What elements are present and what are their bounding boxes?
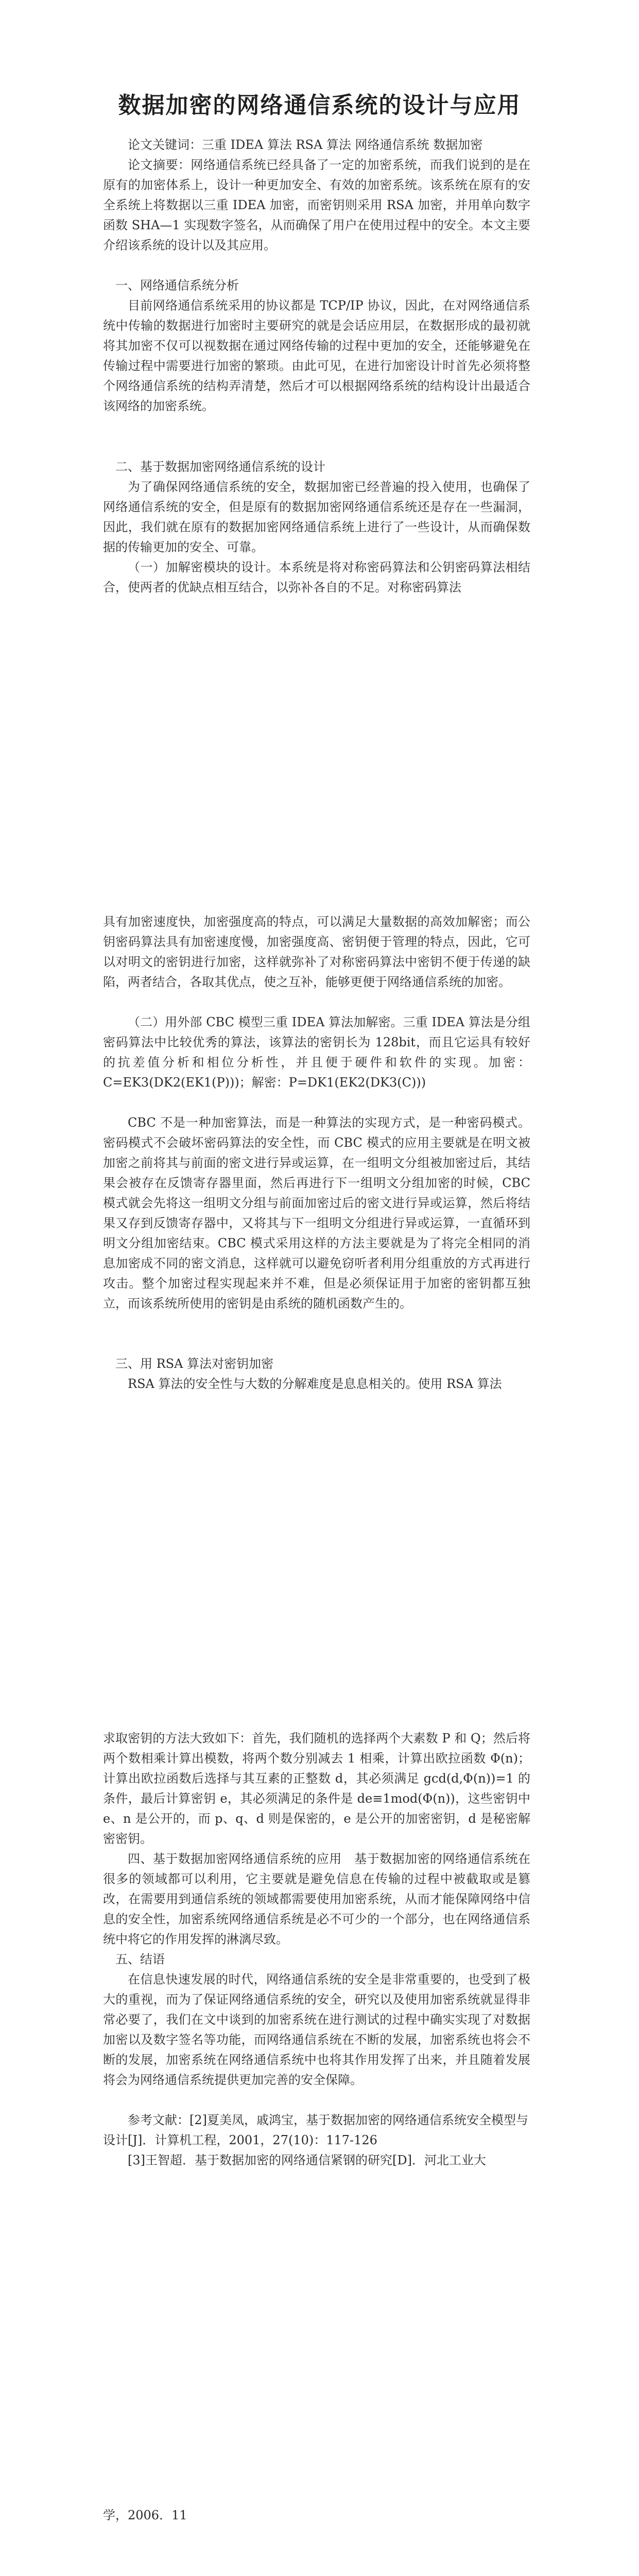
paragraph-4: 具有加密速度快，加密强度高的特点，可以满足大量数据的高效加解密；而公钥密码算法具有加密速度慢，加密强度高、密钥便于管理的特点，因此，它可以对明文的密钥进行加密，这样就弥补了对称密码算法中密钥不便于传递的缺陷，两者结合，各取其优点，使之互补，能够更便于网络通信系统的加密。 — [103, 914, 530, 989]
paragraph-3: （一）加解密模块的设计。本系统是将对称密码算法和公钥密码算法相结合，使两者的优缺点相互结合，以弥补各自的不足。对称密码算法 — [103, 560, 530, 595]
reference-item: 参考文献：[2]夏美凤，戚鸿宝，基于数据加密的网络通信系统安全模型与设计[J]．计算机工程，2001，27(10)：117-126 — [103, 2113, 528, 2147]
paragraph-6: CBC 不是一种加密算法，而是一种算法的实现方式，是一种密码模式。密码模式不会破坏密码算法的安全性，而 CBC 模式的应用主要就是在明文被加密之前将其与前面的密文进行异或运算，在一组明文分组被加密过后，其结果会被存在反馈寄存器里面，然后再进行下一组明文分组加密的时候，CBC 模式就会先将这一组明文分组与前面加密过后的密文进行异或运算，然后将结果又存到反馈寄存器中，又将其与下一组明文分组进行异或运算，一直循环到明文分组加密结束。CBC 模式采用这样的方法主要就是为了将完全相同的消息加密成不同的密文消息，这样就可以避免窃听者利用分组重放的方式再进行攻击。整个加密过程实现起来并不难，但是必须保证用于加密的密钥都互独立，而该系统所使用的密钥是由系统的随机函数产生的。 — [103, 1115, 530, 1311]
section-heading-5: 五、结语 — [115, 1952, 165, 1967]
paragraph-10: 在信息快速发展的时代，网络通信系统的安全是非常重要的，也受到了极大的重视，而为了保证网络通信系统的安全，研究以及使用加密系统就显得非常必要了，我们在文中谈到的加密系统在进行测试的过程中确实实现了对数据加密以及数字签名等功能，而网络通信系统在不断的发展，加密系统也将会不断的发展，加密系统在网络通信系统中也将其作用发挥了出来，并且随着发展将会为网络通信系统提供更加完善的安全保障。 — [103, 1972, 530, 2087]
reference-continuation: 学，2006．11 — [103, 2508, 187, 2522]
paragraph-9: 四、基于数据加密网络通信系统的应用 基于数据加密的网络通信系统在很多的领域都可以利用，它主要就是避免信息在传输的过程中被截取或是篡改，在需要用到通信系统的领域都需要使用加密系统，从而才能保障网络中信息的安全性，加密系统网络通信系统是必不可少的一个部分，也在网络通信系统中将它的作用发挥的淋漓尽致。 — [103, 1852, 530, 1946]
keywords: 论文关键词：三重 IDEA 算法 RSA 算法 网络通信系统 数据加密 — [128, 138, 483, 152]
paragraph-1: 目前网络通信系统采用的协议都是 TCP/IP 协议，因此，在对网络通信系统中传输的数据进行加密时主要研究的就是会话应用层，在数据形成的最初就将其加密不仅可以视数据在通过网络传输的过程中更加的安全，还能够避免在传输过程中需要进行加密的繁琐。由此可见，在进行加密设计时首先必须将整个网络通信系统的结构弄清楚，然后才可以根据网络系统的结构设计出最适合该网络的加密系统。 — [103, 298, 530, 413]
paragraph-8: 求取密钥的方法大致如下：首先，我们随机的选择两个大素数 P 和 Q；然后将两个数相乘计算出模数，将两个数分别减去 1 相乘，计算出欧拉函数 Φ(n)；计算出欧拉函数后选择与其互素的正整数 d，其必须满足 gcd(d,Φ(n))=1 的条件，最后计算密钥 e，其必须满足的条件是 de≡1mod(Φ(n))，这些密钥中 e、n 是公开的，而 p、q、d 则是保密的，e 是公开的加密密钥，d 是秘密解密密钥。 — [103, 1731, 530, 1846]
page-title: 数据加密的网络通信系统的设计与应用 — [118, 92, 521, 118]
section-heading-3: 三、用 RSA 算法对密钥加密 — [115, 1357, 274, 1371]
abstract: 论文摘要：网络通信系统已经具备了一定的加密系统，而我们说到的是在原有的加密体系上，设计一种更加安全、有效的加密系统。该系统在原有的安全系统上将数据以三重 IDEA 加密，而密钥则采用 RSA 加密，并用单向数字函数 SHA—1 实现数字签名，从而确保了用户在使用过程中的安全。本文主要介绍该系统的设计以及其应用。 — [103, 158, 530, 252]
reference-item: [3]王智超．基于数据加密的网络通信紧钢的研究[D]．河北工业大 — [128, 2153, 486, 2167]
section-heading-1: 一、网络通信系统分析 — [115, 278, 239, 293]
section-heading-2: 二、基于数据加密网络通信系统的设计 — [115, 460, 325, 474]
paragraph-5: （二）用外部 CBC 模型三重 IDEA 算法加解密。三重 IDEA 算法是分组密码算法中比较优秀的算法，该算法的密钥长为 128bit，而且它运具有较好的抗差值分析和相位分析性，并且便于硬件和软件的实现。加密：C=EK3(DK2(EK1(P)))；解密：P=DK1(EK2(DK3(C))) — [103, 1015, 530, 1090]
paragraph-7: RSA 算法的安全性与大数的分解难度是息息相关的。使用 RSA 算法 — [128, 1377, 502, 1391]
paragraph-2: 为了确保网络通信系统的安全，数据加密已经普遍的投入使用，也确保了网络通信系统的安全，但是原有的数据加密网络通信系统还是存在一些漏洞，因此，我们就在原有的数据加密网络通信系统上进行了一些设计，从而确保数据的传输更加的安全、可靠。 — [103, 480, 530, 554]
